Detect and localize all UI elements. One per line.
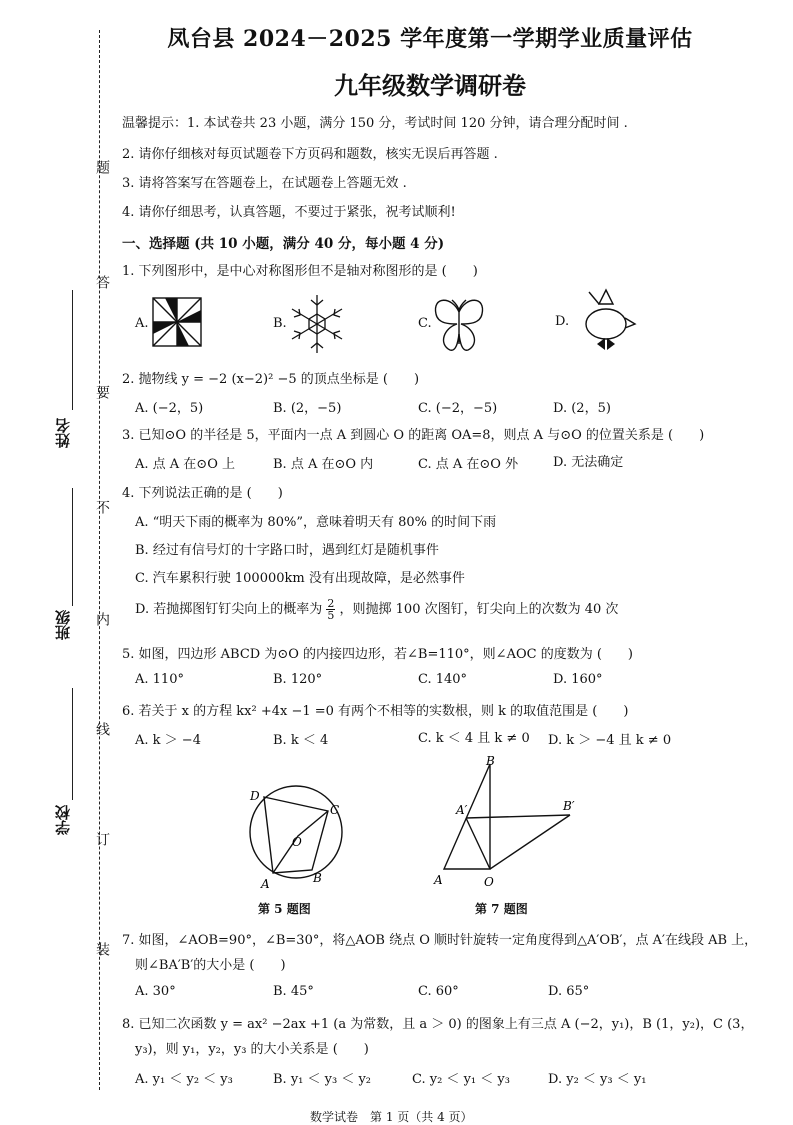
q4-option-d [135, 598, 618, 621]
binding-char: 线 [94, 722, 110, 736]
pinwheel-figure [150, 294, 204, 352]
binding-char: 内 [94, 612, 110, 626]
fig5-label-b: B [313, 871, 322, 885]
q5-option-b: B. 120° [273, 672, 323, 687]
q1-option-c-label: C. [418, 316, 432, 331]
q4-option-a: A. “明天下雨的概率为 80%”，意味着明天有 80% 的时间下雨 [135, 515, 497, 530]
q1-option-b-label: B. [273, 316, 287, 331]
q4-option-c: C. 汽车累积行驶 100000km 没有出现故障，是必然事件 [135, 571, 465, 586]
binding-char: 装 [94, 942, 110, 956]
fig7-label-b: B [486, 754, 495, 768]
tip-line: 4. 请你仔细思考，认真答题，不要过于紧张，祝考试顺利! [122, 205, 456, 220]
q4-option-b: B. 经过有信号灯的十字路口时，遇到红灯是随机事件 [135, 543, 439, 558]
q6-option-c: C. k ＜ 4 且 k ≠ 0 [418, 731, 530, 746]
q3-option-a: A. 点 A 在⊙O 上 [135, 457, 235, 472]
figure-5-diagram [240, 780, 360, 892]
fig7-label-a-prime: A′ [456, 803, 468, 817]
q3-option-d: D. 无法确定 [553, 455, 624, 470]
binding-char: 不 [94, 500, 110, 514]
q2-option-b: B. (2，−5) [273, 401, 342, 416]
tip-line: 温馨提示：1. 本试卷共 23 小题，满分 150 分，考试时间 120 分钟，请合理分配时间 . [122, 116, 628, 131]
q2-option-a: A. (−2，5) [135, 401, 204, 416]
q7-option-d: D. 65° [548, 984, 590, 999]
q5-option-a: A. 110° [135, 672, 184, 687]
q6-option-d: D. k ＞ −4 且 k ≠ 0 [548, 733, 672, 748]
q3-stem: 3. 已知⊙O 的半径是 5，平面内一点 A 到圆心 O 的距离 OA=8，则点 A 与⊙O 的位置关系是 ( ) [122, 428, 705, 443]
fraction-numerator: 2 [327, 597, 335, 610]
q8-option-c: C. y₂ ＜ y₁ ＜ y₃ [412, 1072, 510, 1087]
q1-option-d-label: D. [555, 314, 570, 329]
figure-5-caption: 第 5 题图 [258, 902, 311, 916]
q5-stem: 5. 如图，四边形 ABCD 为⊙O 的内接四边形，若∠B=110°，则∠AOC 的度数为 ( ) [122, 647, 633, 662]
q2-option-c: C. (−2，−5) [418, 401, 498, 416]
exam-subtitle: 九年级数学调研卷 [334, 71, 526, 100]
q8-option-a: A. y₁ ＜ y₂ ＜ y₃ [135, 1072, 233, 1087]
school-field-label: 学校 [54, 805, 72, 835]
q6-option-a: A. k ＞ −4 [135, 733, 201, 748]
q8-stem: 8. 已知二次函数 y = ax² −2ax +1 (a 为常数，且 a ＞ 0) 的图象上有三点 A (−2，y₁)，B (1，y₂)，C (3， [122, 1017, 754, 1032]
fig5-label-d: D [250, 789, 260, 803]
q4-option-d-post: ，则抛掷 100 次图钉，钉尖向上的次数为 40 次 [339, 602, 619, 617]
fraction-denominator: 5 [327, 609, 335, 622]
q6-option-b: B. k ＜ 4 [273, 733, 329, 748]
fig5-label-o: O [292, 835, 302, 849]
class-field-line [72, 488, 73, 606]
butterfly-figure [430, 294, 488, 354]
q7-option-c: C. 60° [418, 984, 459, 999]
fig7-label-a: A [434, 873, 443, 887]
q6-stem: 6. 若关于 x 的方程 kx² +4x −1 =0 有两个不相等的实数根，则 k 的取值范围是 ( ) [122, 704, 629, 719]
figure-7-caption: 第 7 题图 [475, 902, 528, 916]
q4-option-d-pre: D. 若抛掷图钉钉尖向上的概率为 [135, 602, 323, 617]
binding-char: 要 [94, 385, 110, 399]
q1-stem: 1. 下列图形中，是中心对称图形但不是轴对称图形的是 ( ) [122, 264, 478, 279]
q2-stem: 2. 抛物线 y = −2 (x−2)² −5 的顶点坐标是 ( ) [122, 372, 420, 387]
q5-option-d: D. 160° [553, 672, 603, 687]
page-footer: 数学试卷 第 1 页（共 4 页） [310, 1110, 473, 1124]
figure-7-diagram [428, 752, 588, 892]
name-field-line [72, 290, 73, 410]
q7-stem: 7. 如图，∠AOB=90°，∠B=30°，将△AOB 绕点 O 顺时针旋转一定角度得到△A′OB′，点 A′在线段 AB 上， [122, 933, 758, 948]
q3-option-c: C. 点 A 在⊙O 外 [418, 457, 519, 472]
q7-option-a: A. 30° [135, 984, 176, 999]
binding-char: 答 [94, 275, 110, 289]
binding-char: 订 [94, 832, 110, 846]
q2-option-d: D. (2，5) [553, 401, 611, 416]
fraction [326, 598, 335, 621]
q4-stem: 4. 下列说法正确的是 ( ) [122, 486, 283, 501]
q8-option-d: D. y₂ ＜ y₃ ＜ y₁ [548, 1072, 647, 1087]
q8-stem-cont: y₃)，则 y₁，y₂，y₃ 的大小关系是 ( ) [135, 1042, 369, 1057]
school-field-line [72, 688, 73, 800]
q3-option-b: B. 点 A 在⊙O 内 [273, 457, 374, 472]
class-field-label: 班级 [54, 610, 72, 640]
exam-title: 凤台县 2024－2025 学年度第一学期学业质量评估 [167, 26, 693, 52]
fig5-label-c: C [330, 803, 340, 817]
snowflake-figure [287, 293, 347, 355]
section-heading: 一、选择题 (共 10 小题，满分 40 分，每小题 4 分) [122, 236, 445, 252]
binding-char: 题 [94, 160, 110, 174]
q7-option-b: B. 45° [273, 984, 314, 999]
q5-option-c: C. 140° [418, 672, 468, 687]
binding-dashed-line [99, 30, 100, 1090]
fig5-label-a: A [261, 877, 270, 891]
q1-option-a-label: A. [135, 316, 149, 331]
q8-option-b: B. y₁ ＜ y₃ ＜ y₂ [273, 1072, 372, 1087]
fig7-label-o: O [484, 875, 494, 889]
tip-line: 2. 请你仔细核对每页试题卷下方页码和题数，核实无误后再答题 . [122, 147, 498, 162]
q7-stem-cont: 则∠BA′B′的大小是 ( ) [135, 958, 286, 973]
name-field-label: 姓名 [54, 418, 72, 448]
fig7-label-b-prime: B′ [563, 799, 575, 813]
tip-line: 3. 请将答案写在答题卷上，在试题卷上答题无效 . [122, 176, 407, 191]
bird-figure [575, 288, 637, 356]
